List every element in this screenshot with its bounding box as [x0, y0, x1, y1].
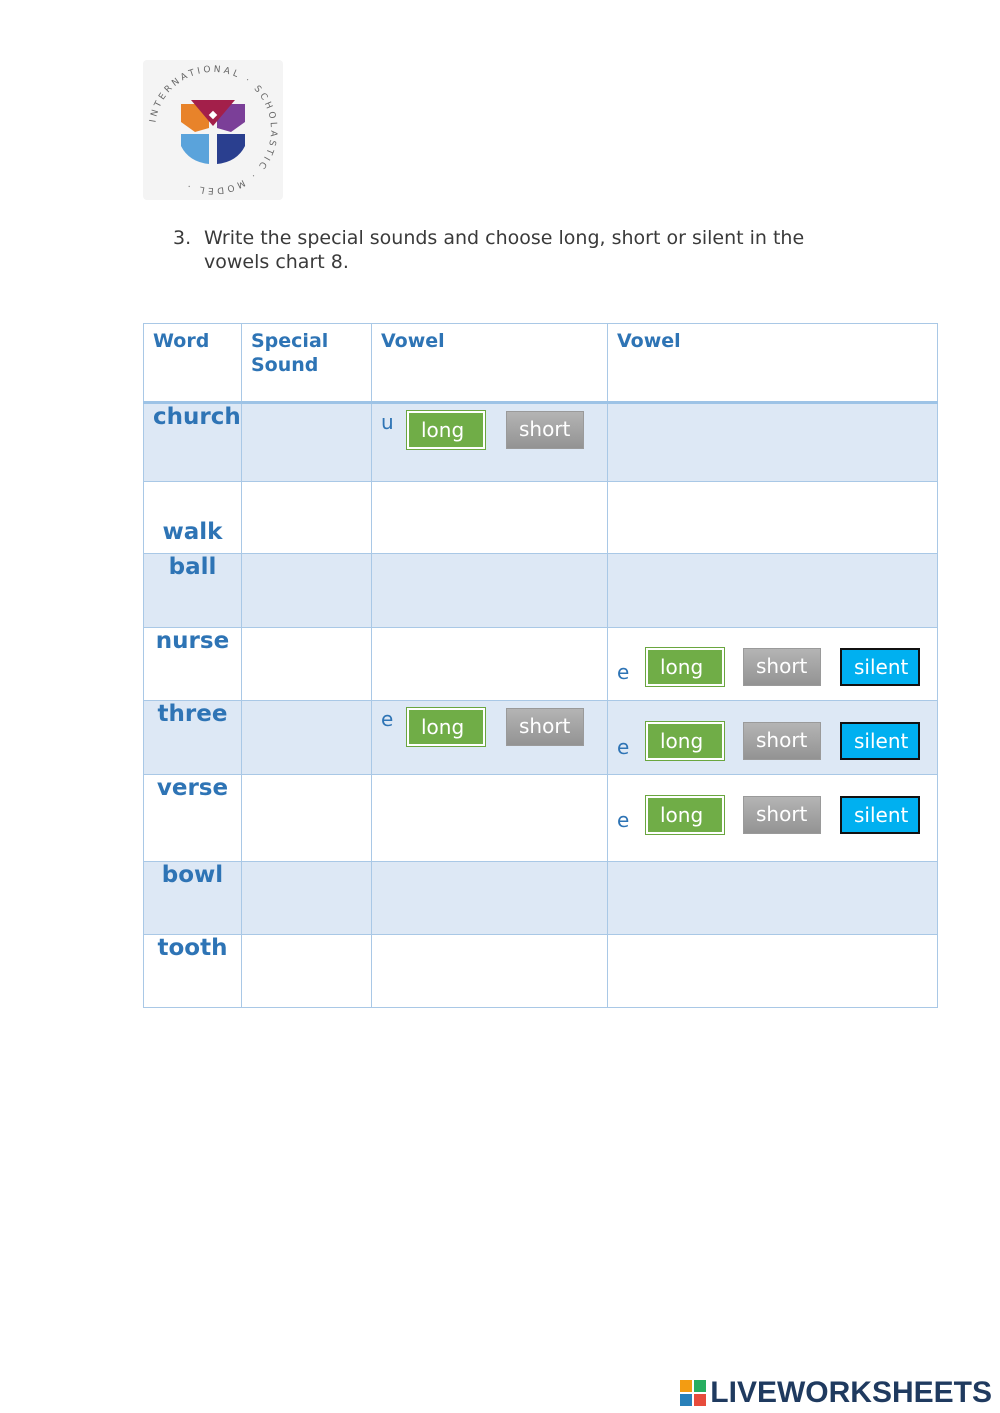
vowel-1-cell: [372, 862, 608, 935]
long-option[interactable]: long: [646, 796, 724, 834]
word-cell: bowl: [144, 862, 242, 935]
vowel-1-cell: [372, 628, 608, 701]
vowel-1-cell: [372, 935, 608, 1008]
vowel-1-cell: [372, 482, 608, 554]
table-row: [144, 403, 938, 482]
word-cell: verse: [144, 775, 242, 862]
header-word: Word: [144, 324, 242, 403]
table-row: [144, 628, 938, 701]
table-row: [144, 935, 938, 1008]
svg-text:INTERNATIONAL · SCHOLASTIC · M: INTERNATIONAL · SCHOLASTIC · MODEL ·: [148, 64, 279, 196]
special-sound-cell[interactable]: [242, 554, 372, 628]
vowel-letter: e: [617, 660, 630, 684]
vowel-letter: e: [617, 735, 630, 759]
special-sound-cell[interactable]: [242, 482, 372, 554]
brand-name: LIVEWORKSHEETS: [710, 1376, 992, 1409]
word-cell: ball: [144, 554, 242, 628]
vowel-2-cell: [608, 554, 938, 628]
school-logo: [143, 60, 283, 200]
liveworksheets-logo: [680, 1376, 992, 1410]
school-crest-icon: [143, 60, 283, 200]
special-sound-cell[interactable]: [242, 403, 372, 482]
vowel-2-cell: [608, 628, 938, 701]
vowel-1-cell: [372, 403, 608, 482]
silent-option[interactable]: silent: [840, 722, 920, 760]
silent-option[interactable]: silent: [840, 796, 920, 834]
vowel-2-cell: [608, 775, 938, 862]
header-row: [144, 324, 938, 403]
instruction: [173, 226, 833, 274]
special-sound-cell[interactable]: [242, 862, 372, 935]
silent-option[interactable]: silent: [840, 648, 920, 686]
brand-blocks-icon: [680, 1380, 706, 1406]
long-option[interactable]: long: [407, 411, 485, 449]
special-sound-cell[interactable]: [242, 701, 372, 775]
vowel-letter: u: [381, 410, 394, 434]
vowel-letter: e: [617, 808, 630, 832]
table-row: [144, 554, 938, 628]
short-option[interactable]: short: [743, 648, 821, 686]
special-sound-cell[interactable]: [242, 628, 372, 701]
word-cell: tooth: [144, 935, 242, 1008]
word-cell: church: [144, 403, 242, 482]
header-vowel-2: Vowel: [608, 324, 938, 403]
table-row: [144, 701, 938, 775]
word-cell: three: [144, 701, 242, 775]
vowel-letter: e: [381, 707, 394, 731]
vowel-2-cell: [608, 935, 938, 1008]
table-row: [144, 775, 938, 862]
table-row: [144, 862, 938, 935]
header-vowel-1: Vowel: [372, 324, 608, 403]
instruction-number: 3.: [173, 227, 192, 249]
long-option[interactable]: long: [407, 708, 485, 746]
vowel-2-cell: [608, 482, 938, 554]
vowel-1-cell: [372, 775, 608, 862]
vowel-1-cell: [372, 701, 608, 775]
short-option[interactable]: short: [743, 722, 821, 760]
header-special-sound: Special Sound: [242, 324, 372, 403]
short-option[interactable]: short: [743, 796, 821, 834]
short-option[interactable]: short: [506, 411, 584, 449]
instruction-text: Write the special sounds and choose long, short or silent in the vowels chart 8.: [204, 227, 805, 273]
table-row: [144, 482, 938, 554]
special-sound-cell[interactable]: [242, 775, 372, 862]
vowel-2-cell: [608, 862, 938, 935]
short-option[interactable]: short: [506, 708, 584, 746]
long-option[interactable]: long: [646, 648, 724, 686]
vowels-chart: [143, 323, 938, 1008]
long-option[interactable]: long: [646, 722, 724, 760]
vowel-2-cell: [608, 701, 938, 775]
word-cell: walk: [144, 482, 242, 554]
vowel-2-cell: [608, 403, 938, 482]
word-cell: nurse: [144, 628, 242, 701]
special-sound-cell[interactable]: [242, 935, 372, 1008]
vowel-1-cell: [372, 554, 608, 628]
